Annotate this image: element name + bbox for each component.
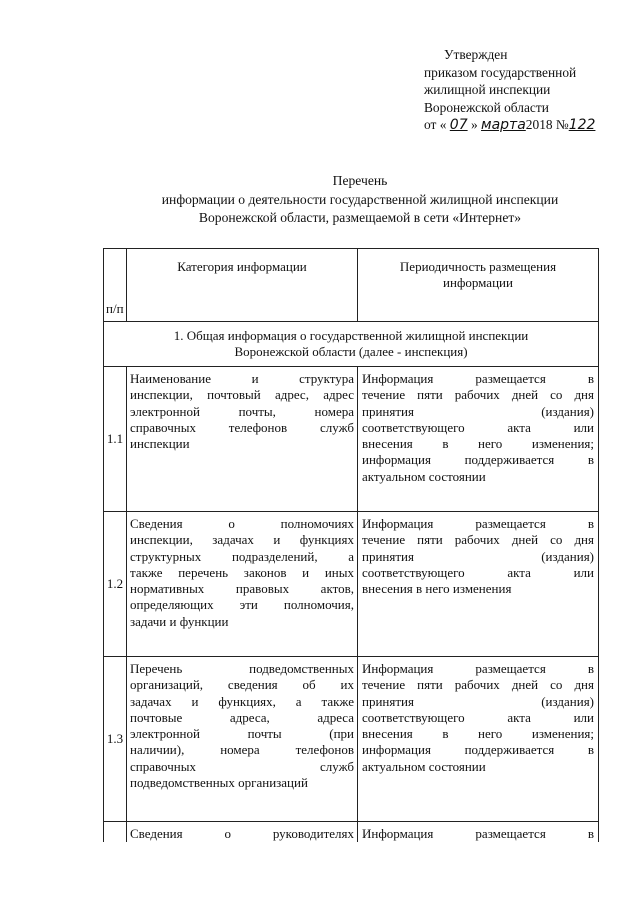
document-title (100, 172, 620, 228)
approval-line: Воронежской области (424, 99, 549, 115)
page-bottom-margin (0, 842, 640, 905)
periodicity-cell: Информация размещается в течение пяти рабочих дней со дня принятия (издания) соответствующего акта или внесения в него изменения; информация поддерживается в актуальном состоянии (358, 657, 599, 822)
header-category: Категория информации (127, 249, 358, 322)
title-line: информации о деятельности государственной жилищной инспекции (161, 191, 559, 207)
category-cell: Перечень подведомственных организаций, сведения об их задачах и функциях, а также почтовые адреса, адреса электронной почты (при наличии), номера телефонов справочных служб подведомственных организаций (127, 657, 358, 822)
category-cell: Сведения о полномочиях инспекции, задачах и функциях структурных подразделений, а также перечень законов и иных нормативных правовых актов, определяющих эти полномочия, задачи и функции (127, 512, 358, 657)
date-prefix: от « (424, 117, 447, 132)
date-mid: » (470, 117, 478, 132)
table-row (104, 367, 599, 512)
row-number: 1.3 (104, 657, 127, 822)
handwritten-month: марта (481, 117, 526, 133)
approval-line: жилищной инспекции (424, 82, 551, 97)
header-periodicity: Периодичность размещения информации (358, 249, 599, 322)
approval-line: приказом государственной (424, 64, 577, 80)
handwritten-number: 122 (568, 117, 596, 133)
category-cell: Наименование и структура инспекции, почтовый адрес, адрес электронной почты, номера справочных телефонов служб инспекции (127, 367, 358, 512)
approval-heading: Утвержден (444, 47, 508, 62)
information-table (103, 248, 599, 879)
date-year: 2018 № (525, 117, 569, 132)
approval-block (424, 46, 595, 135)
periodicity-cell: Информация размещается в течение пяти рабочих дней со дня принятия (издания) соответствующего акта или внесения в него изменения (358, 512, 599, 657)
row-number: 1.2 (104, 512, 127, 657)
approval-date-line (424, 116, 595, 135)
row-number: 1.1 (104, 367, 127, 512)
table-header-row (104, 249, 599, 322)
title-line: Воронежской области, размещаемой в сети «Интернет» (198, 210, 522, 225)
periodicity-cell: Информация размещается в течение пяти рабочих дней со дня принятия (издания) соответствующего акта или внесения в него изменения; информация поддерживается в актуальном состоянии (358, 367, 599, 512)
table-row (104, 657, 599, 822)
category-cell: Сведения о руководителях (127, 822, 358, 879)
periodicity-cell: Информация размещается в (358, 822, 599, 879)
header-number: п/п (104, 249, 127, 322)
section-heading: 1. Общая информация о государственной жилищной инспекции Воронежской области (далее - инспекция) (104, 322, 599, 367)
title-line: Перечень (332, 173, 388, 188)
section-row (104, 322, 599, 367)
table-row (104, 512, 599, 657)
handwritten-day: 07 (449, 117, 468, 133)
